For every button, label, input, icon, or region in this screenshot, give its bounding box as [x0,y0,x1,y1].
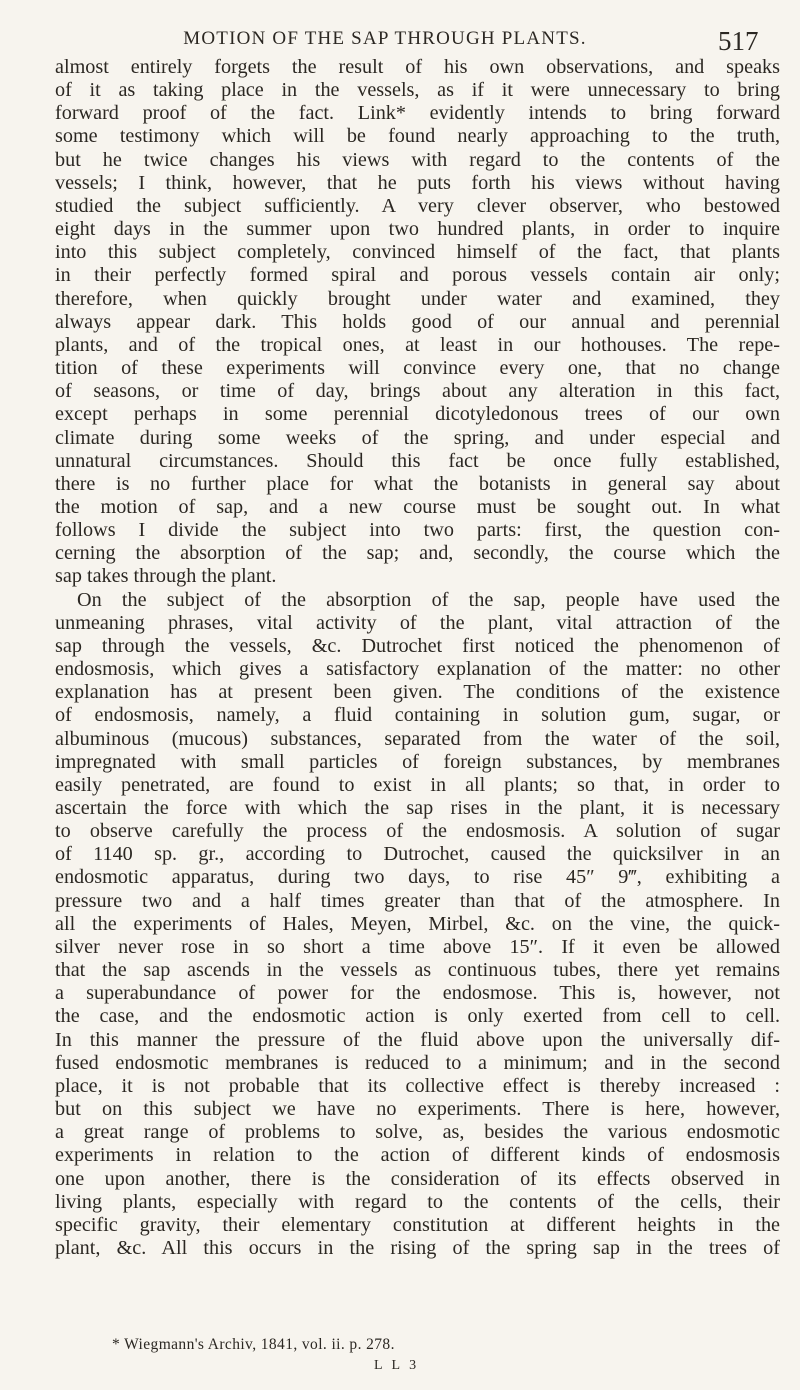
page-number: 517 [718,26,759,56]
text-line: therefore, when quickly brought under water and examined, they [55,287,780,310]
text-line: some testimony which will be found nearly approaching to the truth, [55,125,780,148]
text-line: of 1140 sp. gr., according to Dutrochet, caused the quicksilver in an [55,843,780,866]
text-line: tition of these experiments will convince every one, that no change [55,357,780,380]
text-line: except perhaps in some perennial dicotyledonous trees of our own [55,403,780,426]
text-line: silver never rose in so short a time above 15″. If it even be allowed [55,935,780,958]
text-line: plants, and of the tropical ones, at least in our hothouses. The repe- [55,333,780,356]
text-line: experiments in relation to the action of different kinds of endosmosis [55,1144,780,1167]
text-line: the motion of sap, and a new course must be sought out. In what [55,495,780,518]
text-line: but on this subject we have no experiments. There is here, however, [55,1098,780,1121]
footnote: * Wiegmann's Archiv, 1841, vol. ii. p. 278. [112,1336,395,1353]
text-line: albuminous (mucous) substances, separated from the water of the soil, [55,727,780,750]
text-line: into this subject completely, convinced himself of the fact, that plants [55,241,780,264]
body-text [55,56,780,1260]
text-line: of seasons, or time of day, brings about any alteration in this fact, [55,380,780,403]
text-line: impregnated with small particles of foreign substances, by membranes [55,750,780,773]
text-line: that the sap ascends in the vessels as continuous tubes, there yet remains [55,959,780,982]
text-line: pressure two and a half times greater than that of the atmosphere. In [55,889,780,912]
text-line: of it as taking place in the vessels, as if it were unnecessary to bring [55,79,780,102]
text-line: sap through the vessels, &c. Dutrochet first noticed the phenomenon of [55,634,780,657]
text-line: of endosmosis, namely, a fluid containing in solution gum, sugar, or [55,704,780,727]
text-line: place, it is not probable that its collective effect is thereby increased : [55,1074,780,1097]
text-line: to observe carefully the process of the endosmosis. A solution of sugar [55,820,780,843]
text-line: endosmotic apparatus, during two days, to rise 45″ 9‴, exhibiting a [55,866,780,889]
text-line: studied the subject sufficiently. A very clever observer, who bestowed [55,194,780,217]
text-line: living plants, especially with regard to the contents of the cells, their [55,1190,780,1213]
text-line: unnatural circumstances. Should this fact be once fully established, [55,449,780,472]
paragraph-end-line: sap takes through the plant. [55,565,277,588]
text-line: easily penetrated, are found to exist in all plants; so that, in order to [55,773,780,796]
text-line: unmeaning phrases, vital activity of the plant, vital attraction of the [55,611,780,634]
text-line: In this manner the pressure of the fluid above upon the universally dif- [55,1028,780,1051]
text-line: specific gravity, their elementary constitution at different heights in the [55,1213,780,1236]
running-title: MOTION OF THE SAP THROUGH PLANTS. [183,28,587,49]
text-line: explanation has at present been given. The conditions of the existence [55,681,780,704]
text-line: follows I divide the subject into two parts: first, the question con- [55,519,780,542]
text-line: climate during some weeks of the spring, and under especial and [55,426,780,449]
text-line: there is no further place for what the botanists in general say about [55,472,780,495]
text-line: vessels; I think, however, that he puts forth his views without having [55,171,780,194]
text-line: a superabundance of power for the endosmose. This is, however, not [55,982,780,1005]
text-line: plant, &c. All this occurs in the rising of the spring sap in the trees of [55,1236,780,1259]
text-line: the case, and the endosmotic action is only exerted from cell to cell. [55,1005,780,1028]
text-line: in their perfectly formed spiral and porous vessels contain air only; [55,264,780,287]
text-line: always appear dark. This holds good of our annual and perennial [55,310,780,333]
text-line: cerning the absorption of the sap; and, secondly, the course which the [55,542,780,565]
text-line: forward proof of the fact. Link* evidently intends to bring forward [55,102,780,125]
text-line: but he twice changes his views with regard to the contents of the [55,148,780,171]
text-line: almost entirely forgets the result of his own observations, and speaks [55,56,780,78]
text-line: a great range of problems to solve, as, besides the various endosmotic [55,1121,780,1144]
text-line: one upon another, there is the consideration of its effects observed in [55,1167,780,1190]
text-line: fused endosmotic membranes is reduced to a minimum; and in the second [55,1051,780,1074]
text-line: ascertain the force with which the sap rises in the plant, it is necessary [55,797,780,819]
text-line: all the experiments of Hales, Meyen, Mirbel, &c. on the vine, the quick- [55,912,780,935]
paragraph-start-line: On the subject of the absorption of the sap, people have used the [77,588,780,611]
text-line: endosmosis, which gives a satisfactory explanation of the matter: no other [55,658,780,681]
text-line: eight days in the summer upon two hundred plants, in order to inquire [55,218,780,241]
signature-mark: L L 3 [374,1358,420,1373]
